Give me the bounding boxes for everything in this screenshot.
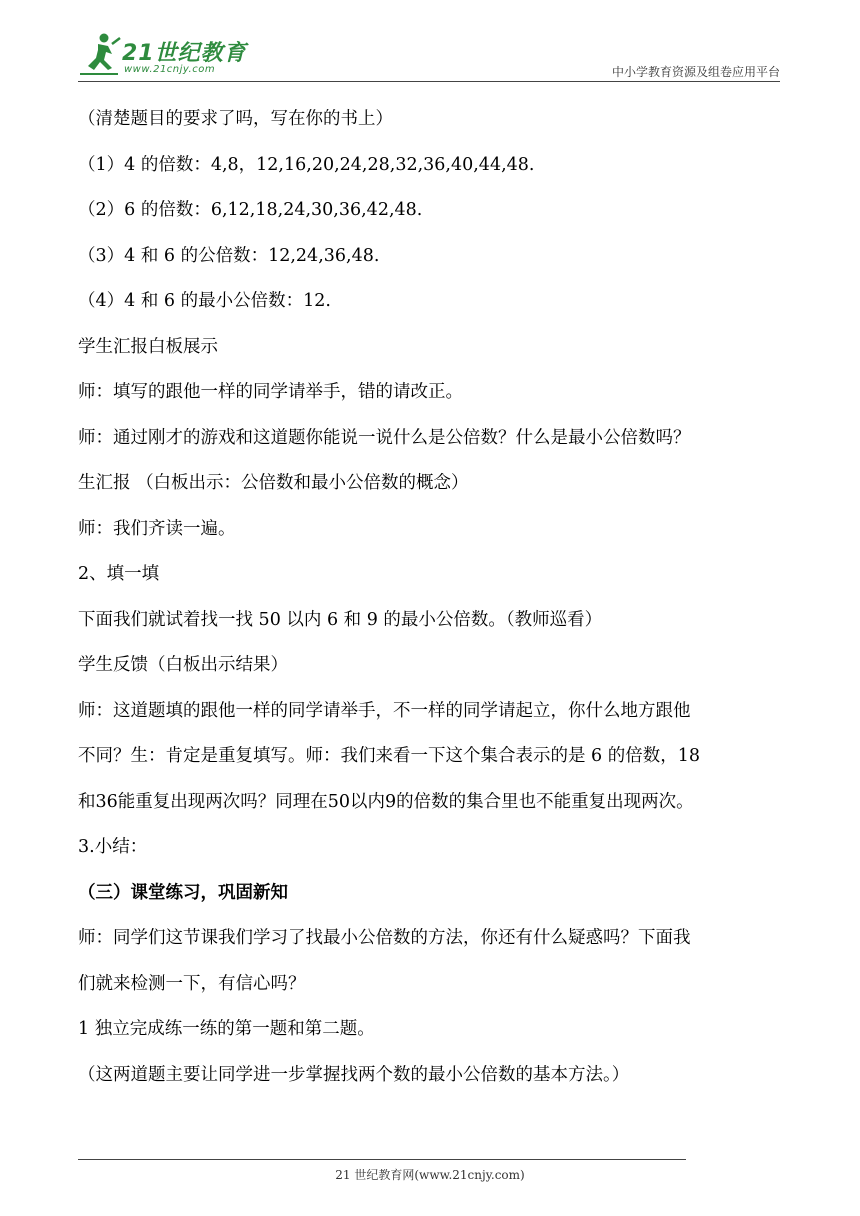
paragraph — [78, 927, 782, 996]
logo-text: 21世纪教育 — [122, 41, 247, 66]
paragraph-line: 和36能重复出现两次吗？同理在50以内9的倍数的集合里也不能重复出现两次。 — [78, 791, 694, 812]
text-line: 下面我们就试着找一找 50 以内 6 和 9 的最小公倍数。（教师巡看） — [78, 609, 603, 630]
paragraph-line: 不同？生：肯定是重复填写。师：我们来看一下这个集合表示的是 6 的倍数，18 — [78, 746, 701, 766]
summary-label: 3.小结： — [78, 837, 148, 857]
text-line: （清楚题目的要求了吗，写在你的书上） — [78, 109, 393, 129]
text-line: 师：我们齐读一遍。 — [78, 518, 236, 539]
text-line: 2、填一填 — [78, 564, 160, 584]
paragraph — [78, 700, 782, 814]
document-body — [78, 108, 782, 1109]
text-line: （3）4 和 6 的公倍数：12,24,36,48. — [78, 245, 380, 266]
paragraph-line: 师：这道题填的跟他一样的同学请举手，不一样的同学请起立，你什么地方跟他 — [78, 700, 691, 721]
paragraph-line: 师：同学们这节课我们学习了找最小公倍数的方法，你还有什么疑惑吗？下面我 — [78, 928, 691, 948]
text-line: 师：通过刚才的游戏和这道题你能说一说什么是公倍数？什么是最小公倍数吗？ — [78, 427, 691, 448]
section-heading: （三）课堂练习，巩固新知 — [78, 882, 288, 903]
logo-url: www.21cnjy.com — [124, 64, 216, 75]
page-footer[interactable]: 21 世纪教育网(www.21cnjy.com) — [335, 1168, 525, 1182]
text-line: 学生汇报白板展示 — [78, 336, 218, 357]
text-line: （2）6 的倍数：6,12,18,24,30,36,42,48. — [78, 200, 423, 220]
page-header — [78, 30, 780, 82]
header-divider — [78, 81, 780, 82]
text-line: （1）4 的倍数：4,8，12,16,20,24,28,32,36,40,44,48. — [78, 154, 535, 175]
text-line: （4）4 和 6 的最小公倍数：12. — [78, 291, 331, 311]
site-logo[interactable] — [78, 30, 268, 80]
text-line: 生汇报 （白板出示：公倍数和最小公倍数的概念） — [78, 473, 469, 493]
header-tagline: 中小学教育资源及组卷应用平台 — [611, 65, 780, 79]
exercise-note: （这两道题主要让同学进一步掌握找两个数的最小公倍数的基本方法。） — [78, 1064, 630, 1085]
footer-divider — [78, 1159, 686, 1160]
text-line: 学生反馈（白板出示结果） — [78, 655, 288, 675]
text-line: 师：填写的跟他一样的同学请举手，错的请改正。 — [78, 382, 463, 402]
exercise-line: 1 独立完成练一练的第一题和第二题。 — [78, 1019, 375, 1039]
paragraph-line: 们就来检测一下，有信心吗？ — [78, 973, 306, 994]
